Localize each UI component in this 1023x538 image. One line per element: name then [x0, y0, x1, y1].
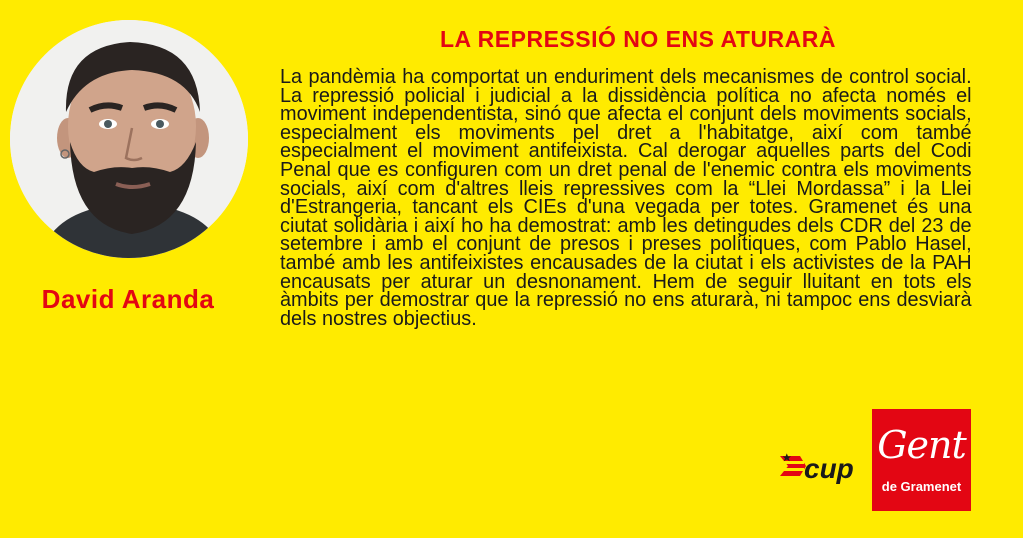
cup-flag-icon — [778, 446, 870, 490]
gent-de-gramenet-logo — [872, 409, 971, 511]
person-name: David Aranda — [41, 284, 215, 314]
portrait-illustration — [10, 20, 248, 258]
article-body: La pandèmia ha comportat un enduriment dels mecanismes de control social. La repressió policial i judicial a la dissidència política no afecta només el moviment independentista, sinó que afecta el conjunt dels moviments socials, especialment els moviments pel dret a l'habitatge, així com també especialment el moviment antifeixista. Cal derogar aquelles parts del Codi Penal que es configuren com un dret penal de l'enemic contra els moviments socials, així com d'altres lleis repressives com la “Llei Mordassa” i la Llei d'Estrangeria, tancant els CIEs d'una vegada per totes. Gramenet és una ciutat solidària i així ho ha demostrat: amb les detingudes dels CDR del 23 de setembre i amb el conjunt de presos i preses polítiques, com Pablo Hasel, també amb les antifeixistes encausades de la ciutat i els activistes de la PAH encausats per aturar un desnonament. Hem de seguir lluitant en tots els àmbits per demostrar que la repressió no ens aturarà, ni tampoc ens desviarà dels nostres objectius. — [280, 65, 972, 330]
cup-logo-text: cup — [804, 453, 854, 484]
portrait-photo — [10, 20, 248, 258]
gent-logo-word: Gent — [877, 423, 966, 467]
article-title: LA REPRESSIÓ NO ENS ATURARÀ — [439, 26, 836, 52]
cup-logo — [778, 446, 870, 490]
gent-logo-subtitle: de Gramenet — [881, 479, 962, 494]
